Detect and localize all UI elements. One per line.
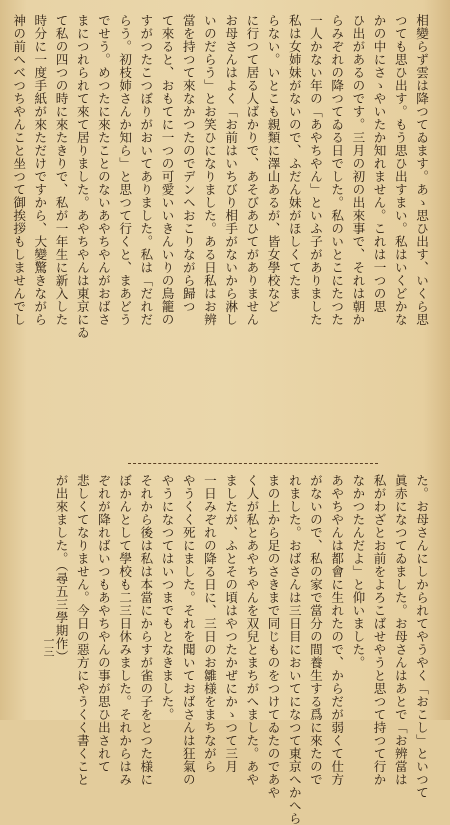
top-text-column: つても思ひ出す。もう思ひ出すまい。私はいくどかな — [392, 14, 408, 326]
top-text-column: ひ出があるのです。三月の初の出來事で、それは朝か — [350, 14, 366, 326]
bottom-text-column: あやちやんは都會に生れたので、からだが弱くて仕方 — [329, 474, 345, 786]
top-text-column: でせう。めつたに來たことのないあやちやんがおばさ — [95, 14, 111, 326]
top-text-column: に行つて居る人ばかりで、あそびあひてがありません — [244, 14, 260, 326]
bottom-text-column: れました。おばさんは三日目においてになつて東京へかへら — [286, 474, 302, 825]
top-text-block — [11, 14, 432, 444]
top-text-column: かの中にさゝやいたか知れません。これは一つの思 — [371, 14, 387, 313]
top-text-column: らう。初枝姉さんか知ら」と思つて行くと、まあどう — [117, 14, 133, 326]
section-divider — [128, 463, 378, 464]
page-number: 一三 — [42, 635, 55, 657]
top-text-column: すがつたこつぼりがおいてありました。私は「だれだ — [138, 14, 154, 326]
top-text-column: いのだらう」とお笑ひになりました。ある日私はお辨 — [201, 14, 217, 326]
bottom-text-column: 一日みぞれの降る日に、三日のお雛様をまちながら — [201, 474, 217, 773]
bottom-text-column: それから後は私は本當にからすが雀の子をとつた様に — [138, 474, 154, 786]
bottom-text-column: た。お母さんにしかられてやうやく「おこし」といつて — [414, 474, 429, 799]
bottom-text-column: がないので、私の家で當分の間養生する爲に來たので — [307, 474, 323, 786]
top-text-column: 時分に一度手紙が來ただけですから、大變驚きながら — [32, 14, 48, 326]
top-text-column: 私は女姉妹がないので、ふだん妹がほしくてたま — [286, 14, 302, 300]
bottom-text-column: やうくく死にました。それを聞いておばさんは狂氣の — [180, 474, 196, 786]
bottom-text-column: 悲しくてなりません。今日の惡方にやうくく書くこと — [74, 474, 90, 786]
bottom-text-column: く人が私とあやちやんを双兒とまちがへました。あや — [244, 474, 260, 786]
top-text-column: 當を持つて來なかつたのでデンヘおこりながら歸つ — [180, 14, 196, 313]
top-text-column: らない。いとこも親類に澤山あるが、皆女學校など — [265, 14, 281, 313]
bottom-text-column: ぞれが降ればいつもあやちやんの事が思ひ出されて — [95, 474, 111, 773]
bottom-text-column: やうになつてはいつまでもとなきました。 — [159, 474, 175, 721]
bottom-text-column: なかつたんだよ」と仰いました。 — [350, 474, 366, 669]
top-text-column: 一人かない年の「あやちやん」といふ子がありました — [307, 14, 323, 326]
bottom-text-block — [22, 474, 432, 825]
top-text-column: 相變らず雲は降つてゐます。あゝ思ひ出す、いくら思 — [414, 14, 429, 326]
bottom-text-column: ましたが、ふとその頃はやつたかぜにかゝつて三月 — [223, 474, 239, 773]
top-text-column: 神の前へべつちやんこと坐つて御挨拶もしませんでし — [11, 14, 27, 326]
bottom-text-column: 眞赤になつてゐました。お母さんはあとで「お辨當は — [392, 474, 408, 786]
bottom-text-column: が出來ました。（尋五三學期作） — [53, 474, 69, 663]
top-text-column: て私の四つの時に來たきりで、私が一年生に新入した — [53, 14, 69, 326]
top-text-column: らみぞれの降つてゐる日でした。私のいとこにたつた — [329, 14, 345, 326]
top-text-column: て來ると、おもてに一つの可愛いいきんいりの鳥籠の — [159, 14, 175, 326]
top-text-column: お母さんはよく「お前はいちびり相手がないから淋し — [223, 14, 239, 326]
bottom-text-column: 私がわざとお前をよろこばせやうと思つて持つて行か — [371, 474, 387, 786]
top-text-column: まにつれられて來て居りました。あやちやんは東京にゐ — [74, 14, 90, 339]
bottom-text-column: ぼかんとして學校も二三日休みました。それからはみ — [117, 474, 133, 786]
bottom-text-column: まの上から足のさきまで同じものをつけてゐたのであや — [265, 474, 281, 799]
